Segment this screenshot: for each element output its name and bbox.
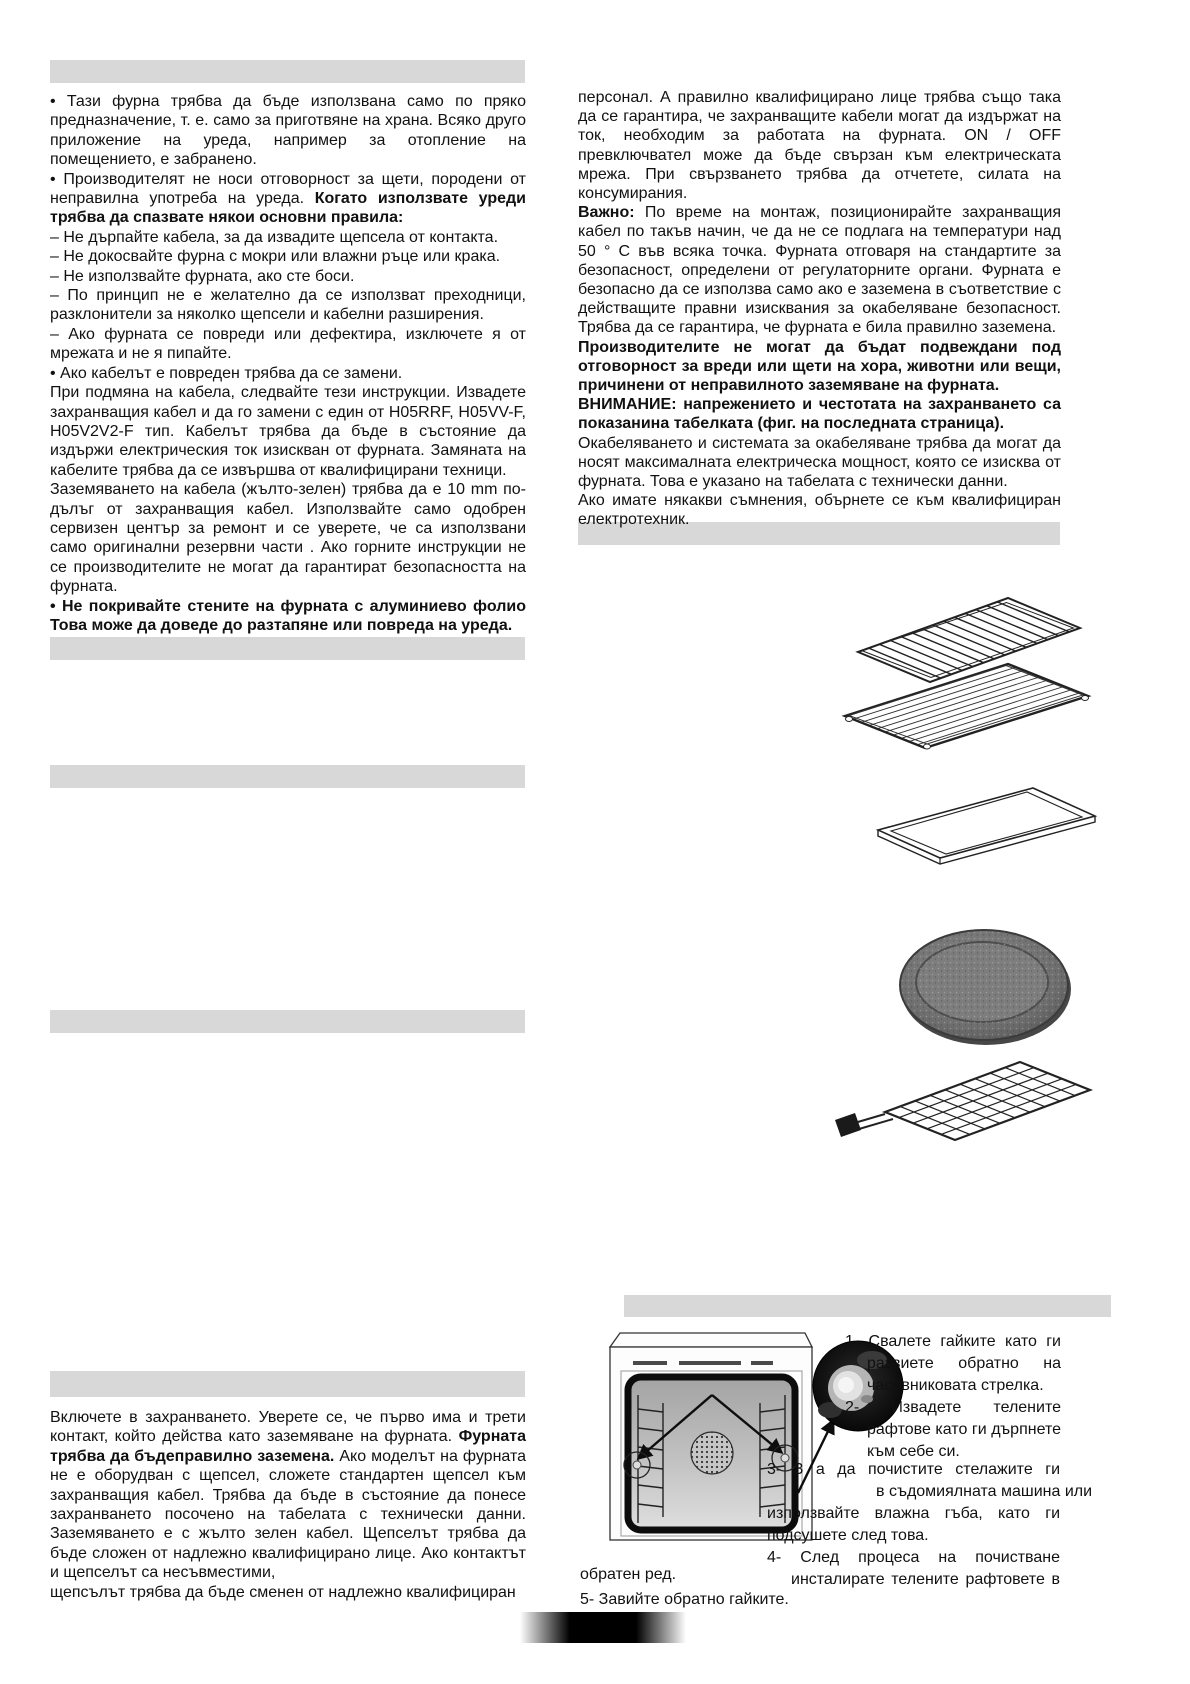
section-heading-bar <box>624 1295 1111 1317</box>
paragraph: Важно: По време на монтаж, позиционирайте захранващия кабел по такъв начин, че да не се подлага на температури над 50 ° С във всяка точка. Фурната отговаря на стандартите за безопасност, определени от регулаторните органи. Фурната е безопасно да се използва само ако е заземена в съответствие с действащите правни изисквания за окабеляване безопасност. Трябва да се гарантира, че фурната е била правилно заземена. <box>578 204 1061 337</box>
cleaning-step-3-line-3: използвайте влажна гъба, като ги <box>767 1505 1060 1522</box>
left-column-text-block <box>50 92 526 635</box>
paragraph: Окабеляването и системата за окабеляване трябва да могат да носят максималната електрическа мощност, която се изисква от фурната. Това е указано на табелата с технически данни. <box>578 434 1061 491</box>
grill-rack-with-handle-illustration <box>835 1048 1100 1148</box>
cleaning-step-3-line-1: 3- З а да почистите стелажите ги <box>767 1461 1060 1478</box>
cleaning-step-4-continuation: обратен ред. <box>580 1566 677 1583</box>
cleaning-steps-1-2 <box>845 1331 1061 1463</box>
cleaning-step-2: 2- Извадете телените рафтове като ги дърпнете към себе си. <box>845 1399 1061 1460</box>
cleaning-step-4-line-1: 4- След процеса на почистване <box>767 1549 1060 1566</box>
paragraph: Производителите не могат да бъдат подвеждани под отговорност за вреди или щети на хора, животни или вещи, причинени от неправилното заземяване на фурната. <box>578 338 1061 395</box>
baking-tray-illustration <box>870 780 1105 870</box>
section-heading-bar <box>50 60 525 83</box>
oven-top-vents <box>633 1361 773 1365</box>
paragraph: При подмяна на кабела, следвайте тези инструкции. Извадете захранващия кабел и да го замени с един от H05RRF, H05VV-F, H05V2V2-F тип. Кабелът трябва да бъде в състояние да издържи електрическия ток изискван от фурната. Замяната на кабелите трябва да се извършва от квалифицирани техници. <box>50 384 526 479</box>
paragraph: • Тази фурна трябва да бъде използвана само по пряко предназначение, т. е. само за приготвяне на храна. Всяко друго приложение на уреда, например за отопление на помещението, е забранено. <box>50 93 526 169</box>
cleaning-step-3-line-4: подсушете след това. <box>767 1527 929 1544</box>
upper-wire-shelf <box>858 598 1080 682</box>
cleaning-step-1: 1- Свалете гайките като ги развиете обратно на часовниковата стрелка. <box>845 1333 1061 1394</box>
paragraph: • Не покривайте стените на фурната с алуминиево фолио Това може да доведе до разтапяне или повреда на уреда. <box>50 597 526 634</box>
paragraph: – По принцип не е желателно да се използват преходници, разклонители за няколко щепсели и кабелни разширения. <box>50 287 526 324</box>
paragraph: Включете в захранването. Уверете се, че първо има и трети контакт, който действа като заземяване на фурната. Фурната трябва да бъдеправилно заземена. Ако моделът на фурната не е оборудван с щепсел, сложете стандартен щепсел към захранващия кабел. Трябва да бъде в състояние да понесе захранването посочено на табелата с технически данни. Заземяването е с жълто зелен кабел. Щепселът трябва да бъде сложен от надлежно квалифицирано лице. Ако контактът и щепселът са несъвместими, <box>50 1409 527 1582</box>
wire-shelves-illustration <box>840 588 1100 753</box>
section-heading-bar <box>50 1010 525 1033</box>
paragraph: – Не докосвайте фурна с мокри или влажни ръце или крака. <box>50 248 501 266</box>
page-footer-mark <box>520 1612 686 1643</box>
paragraph: • Ако кабелът е повреден трябва да се замени. <box>50 364 403 382</box>
section-heading-bar <box>50 637 525 660</box>
paragraph: щепсълът трябва да бъде сменен от надлежно квалифициран <box>50 1583 516 1601</box>
cleaning-step-5: 5- Завийте обратно гайките. <box>580 1591 789 1608</box>
section-heading-bar <box>50 1371 525 1397</box>
paragraph: персонал. А правилно квалифицирано лице трябва също така да се гарантира, че захранващите кабели могат да издържат на ток, необходим за работата на фурната. ON / OFF превключвател може да бъде свързан към електрическата мрежа. При свързването трябва да отчетете, силата на консумирания. <box>578 89 1061 203</box>
paragraph: Ако имате някакви съмнения, обърнете се към квалифициран електротехник. <box>578 492 1061 529</box>
paragraph: Заземяването на кабела (жълто-зелен) трябва да е 10 mm по-дълъг от захранващия кабел. Използвайте само одобрен сервизен център за ремонт и се уверете, че са използвани само оригинални резервни части . Ако горните инструкции не се производителите не могат да гарантират безопасността на фурната. <box>50 481 526 596</box>
cleaning-step-4-line-2: инсталирате телените рафтовете в <box>791 1571 1060 1588</box>
paragraph: – Не използвайте фурната, ако сте боси. <box>50 267 355 285</box>
paragraph: – Не дърпайте кабела, за да извадите щепсела от контакта. <box>50 228 499 246</box>
paragraph: • Производителят не носи отговорност за щети, породени от неправилна употреба на уреда. Когато използвате уреди трябва да спазвате някои основни правила: <box>50 170 526 227</box>
cleaning-step-3-line-2: в съдомиялната машина или <box>876 1483 1093 1500</box>
grill-handle <box>835 1113 893 1137</box>
right-column-text-block <box>578 88 1061 530</box>
lower-wire-shelf <box>845 664 1089 749</box>
paragraph: – Ако фурната се повреди или дефектира, изключете я от мрежата и не я пипайте. <box>50 325 526 363</box>
round-baking-pan-illustration <box>895 925 1075 1050</box>
paragraph: ВНИМАНИЕ: напрежението и честотата на захранването са показанина табелката (фиг. на последната страница). <box>578 396 1061 433</box>
power-connection-text-block <box>50 1408 526 1602</box>
section-heading-bar <box>50 765 525 788</box>
